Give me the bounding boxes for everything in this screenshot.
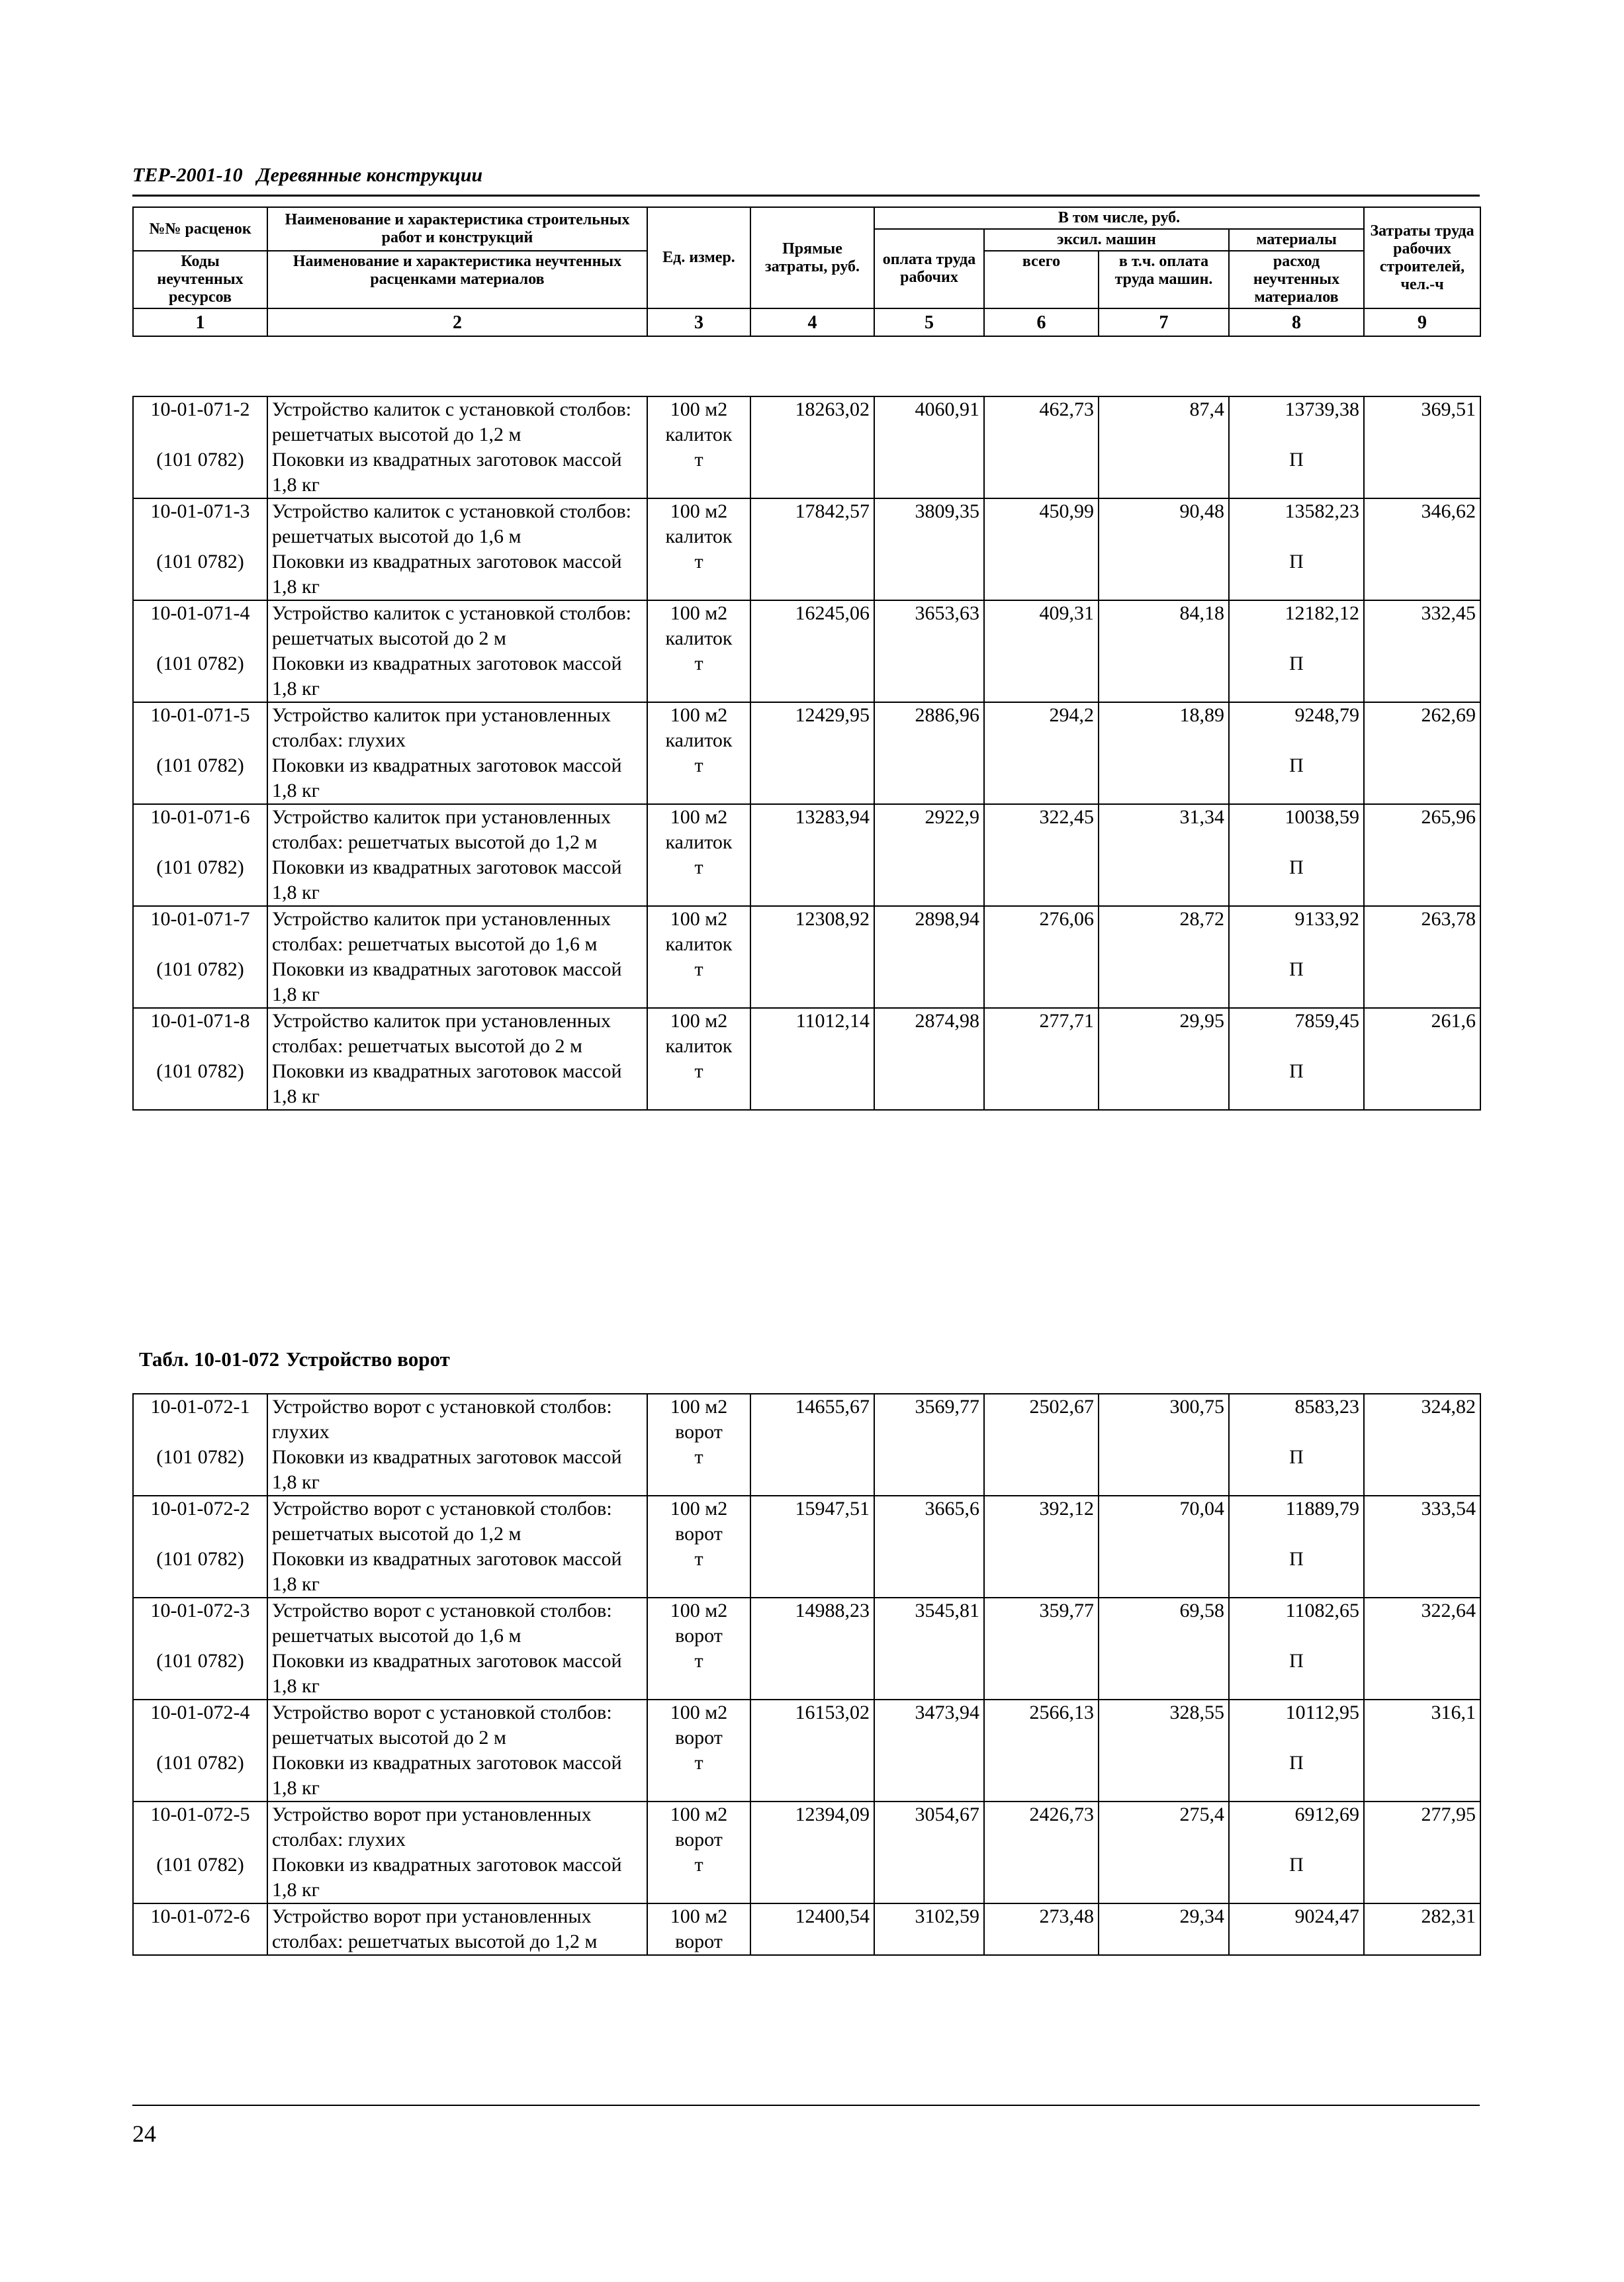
empty-cell [874, 1852, 984, 1903]
direct-costs: 11012,14 [750, 1008, 874, 1059]
empty-cell [1364, 1751, 1480, 1802]
document-header [132, 164, 482, 187]
empty-cell [984, 1852, 1099, 1903]
labor-hours: 261,6 [1364, 1008, 1480, 1059]
empty-cell [984, 1547, 1099, 1598]
work-description: Устройство калиток с установкой столбов: решетчатых высотой до 2 м [267, 600, 647, 651]
work-description: Устройство калиток при установленных столбах: решетчатых высотой до 1,2 м [267, 804, 647, 855]
column-number: 9 [1364, 308, 1480, 336]
labor-hours: 282,31 [1364, 1903, 1480, 1955]
rate-row [133, 1802, 1480, 1852]
work-description: Устройство ворот при установленных столбах: глухих [267, 1802, 647, 1852]
labor-hours: 332,45 [1364, 600, 1480, 651]
worker-labor-cost: 3809,35 [874, 498, 984, 549]
empty-cell [1364, 549, 1480, 600]
header-rule [132, 195, 1480, 197]
table-caption-title: Устройство ворот [286, 1347, 450, 1371]
resource-unit: т [647, 957, 750, 1008]
worker-labor-cost: 3473,94 [874, 1700, 984, 1751]
machinist-labor-cost: 275,4 [1099, 1802, 1229, 1852]
direct-costs: 14988,23 [750, 1598, 874, 1649]
resource-row [133, 1547, 1480, 1598]
rate-row [133, 804, 1480, 855]
machine-operation-total: 409,31 [984, 600, 1099, 651]
resource-row [133, 447, 1480, 498]
rate-code: 10-01-072-3 [133, 1598, 267, 1649]
empty-cell [1099, 549, 1229, 600]
unit-of-measure: 100 м2 ворот [647, 1598, 750, 1649]
empty-cell [750, 855, 874, 906]
unaccounted-material-mark: П [1229, 1059, 1364, 1110]
empty-cell [1099, 447, 1229, 498]
empty-cell [1099, 1751, 1229, 1802]
footer-rule [132, 2105, 1480, 2106]
col-2-header: Наименование и характеристика строительных работ и конструкций [267, 207, 647, 251]
resource-description: Поковки из квадратных заготовок массой 1,8 кг [267, 1547, 647, 1598]
resource-unit: т [647, 651, 750, 702]
table-caption-label: Табл. 10-01-072 [139, 1347, 280, 1371]
empty-cell [1364, 753, 1480, 804]
unit-of-measure: 100 м2 калиток [647, 906, 750, 957]
machine-operation-total: 294,2 [984, 702, 1099, 753]
col-9-header: Затраты труда рабочих строителей, чел.-ч [1364, 207, 1480, 308]
empty-cell [750, 753, 874, 804]
rate-row [133, 1700, 1480, 1751]
empty-cell [1364, 651, 1480, 702]
unit-of-measure: 100 м2 калиток [647, 396, 750, 447]
empty-cell [1364, 1059, 1480, 1110]
rate-row [133, 1598, 1480, 1649]
column-number: 7 [1099, 308, 1229, 336]
resource-description: Поковки из квадратных заготовок массой 1,8 кг [267, 1445, 647, 1496]
unit-of-measure: 100 м2 калиток [647, 702, 750, 753]
resource-code: (101 0782) [133, 1547, 267, 1598]
resource-description: Поковки из квадратных заготовок массой 1,8 кг [267, 1649, 647, 1700]
worker-labor-cost: 3102,59 [874, 1903, 984, 1955]
empty-cell [984, 1059, 1099, 1110]
column-number: 6 [984, 308, 1099, 336]
unit-of-measure: 100 м2 ворот [647, 1802, 750, 1852]
unit-of-measure: 100 м2 ворот [647, 1496, 750, 1547]
machinist-labor-cost: 69,58 [1099, 1598, 1229, 1649]
materials-cost: 9133,92 [1229, 906, 1364, 957]
labor-hours: 263,78 [1364, 906, 1480, 957]
empty-cell [750, 549, 874, 600]
empty-cell [874, 1751, 984, 1802]
empty-cell [874, 1547, 984, 1598]
labor-hours: 333,54 [1364, 1496, 1480, 1547]
empty-cell [984, 651, 1099, 702]
machinist-labor-cost: 300,75 [1099, 1394, 1229, 1445]
empty-cell [1099, 1649, 1229, 1700]
rate-row [133, 498, 1480, 549]
resource-unit: т [647, 1445, 750, 1496]
empty-cell [1099, 1547, 1229, 1598]
rate-code: 10-01-071-4 [133, 600, 267, 651]
resource-code: (101 0782) [133, 1445, 267, 1496]
rate-code: 10-01-071-6 [133, 804, 267, 855]
empty-cell [874, 1649, 984, 1700]
unaccounted-material-mark: П [1229, 549, 1364, 600]
rate-code: 10-01-071-8 [133, 1008, 267, 1059]
column-header-table [132, 206, 1481, 337]
resource-description: Поковки из квадратных заготовок массой 1,8 кг [267, 447, 647, 498]
work-description: Устройство ворот с установкой столбов: глухих [267, 1394, 647, 1445]
table-caption [139, 1347, 457, 1371]
empty-cell [750, 1649, 874, 1700]
resource-unit: т [647, 549, 750, 600]
empty-cell [1099, 1445, 1229, 1496]
unit-of-measure: 100 м2 калиток [647, 804, 750, 855]
materials-cost: 13582,23 [1229, 498, 1364, 549]
unaccounted-material-mark: П [1229, 1751, 1364, 1802]
col-5-header: оплата труда рабочих [874, 229, 984, 308]
direct-costs: 17842,57 [750, 498, 874, 549]
machinist-labor-cost: 31,34 [1099, 804, 1229, 855]
empty-cell [1364, 1547, 1480, 1598]
empty-cell [874, 753, 984, 804]
empty-cell [874, 651, 984, 702]
col-1-subheader: Коды неучтенных ресурсов [133, 251, 267, 308]
col-6-header: всего [984, 251, 1099, 308]
machinist-labor-cost: 328,55 [1099, 1700, 1229, 1751]
empty-cell [874, 549, 984, 600]
resource-code: (101 0782) [133, 753, 267, 804]
direct-costs: 15947,51 [750, 1496, 874, 1547]
resource-unit: т [647, 1852, 750, 1903]
rate-row [133, 1008, 1480, 1059]
rate-row [133, 1394, 1480, 1445]
worker-labor-cost: 3569,77 [874, 1394, 984, 1445]
rate-code: 10-01-072-4 [133, 1700, 267, 1751]
resource-code: (101 0782) [133, 549, 267, 600]
col-2-subheader: Наименование и характеристика неучтенных расценками материалов [267, 251, 647, 308]
materials-cost: 11889,79 [1229, 1496, 1364, 1547]
labor-hours: 346,62 [1364, 498, 1480, 549]
labor-hours: 262,69 [1364, 702, 1480, 753]
resource-row [133, 855, 1480, 906]
work-description: Устройство ворот при установленных столбах: решетчатых высотой до 1,2 м [267, 1903, 647, 1955]
rate-code: 10-01-071-5 [133, 702, 267, 753]
machine-operation-total: 359,77 [984, 1598, 1099, 1649]
col-1-header: №№ расценок [133, 207, 267, 251]
direct-costs: 13283,94 [750, 804, 874, 855]
empty-cell [1099, 1852, 1229, 1903]
work-description: Устройство ворот с установкой столбов: решетчатых высотой до 1,6 м [267, 1598, 647, 1649]
empty-cell [750, 651, 874, 702]
resource-row [133, 1445, 1480, 1496]
group-header: В том числе, руб. [874, 207, 1364, 229]
worker-labor-cost: 3653,63 [874, 600, 984, 651]
col-7-header: в т.ч. оплата труда машин. [1099, 251, 1229, 308]
unaccounted-material-mark: П [1229, 1852, 1364, 1903]
empty-cell [1099, 753, 1229, 804]
resource-row [133, 1059, 1480, 1110]
worker-labor-cost: 2922,9 [874, 804, 984, 855]
machinist-labor-cost: 29,34 [1099, 1903, 1229, 1955]
unaccounted-material-mark: П [1229, 855, 1364, 906]
materials-cost: 7859,45 [1229, 1008, 1364, 1059]
machinist-labor-cost: 29,95 [1099, 1008, 1229, 1059]
materials-cost: 8583,23 [1229, 1394, 1364, 1445]
unaccounted-material-mark: П [1229, 1445, 1364, 1496]
materials-cost: 6912,69 [1229, 1802, 1364, 1852]
resource-code: (101 0782) [133, 855, 267, 906]
labor-hours: 324,82 [1364, 1394, 1480, 1445]
column-number: 2 [267, 308, 647, 336]
work-description: Устройство калиток при установленных столбах: глухих [267, 702, 647, 753]
col-8-header: расход неучтенных материалов [1229, 251, 1364, 308]
unaccounted-material-mark: П [1229, 447, 1364, 498]
materials-cost: 10112,95 [1229, 1700, 1364, 1751]
rate-code: 10-01-071-2 [133, 396, 267, 447]
direct-costs: 12308,92 [750, 906, 874, 957]
resource-code: (101 0782) [133, 651, 267, 702]
unit-of-measure: 100 м2 ворот [647, 1394, 750, 1445]
table-10-01-071 [132, 396, 1481, 1111]
resource-row [133, 651, 1480, 702]
machine-operation-total: 392,12 [984, 1496, 1099, 1547]
machine-operation-total: 2426,73 [984, 1802, 1099, 1852]
machine-operation-total: 2566,13 [984, 1700, 1099, 1751]
machine-operation-total: 2502,67 [984, 1394, 1099, 1445]
resource-row [133, 549, 1480, 600]
unit-of-measure: 100 м2 калиток [647, 1008, 750, 1059]
unaccounted-material-mark: П [1229, 957, 1364, 1008]
direct-costs: 12394,09 [750, 1802, 874, 1852]
empty-cell [750, 957, 874, 1008]
rate-row [133, 600, 1480, 651]
unaccounted-material-mark: П [1229, 651, 1364, 702]
labor-hours: 369,51 [1364, 396, 1480, 447]
materials-cost: 13739,38 [1229, 396, 1364, 447]
resource-code: (101 0782) [133, 1649, 267, 1700]
rate-row [133, 1903, 1480, 1955]
materials-cost: 12182,12 [1229, 600, 1364, 651]
resource-unit: т [647, 855, 750, 906]
resource-unit: т [647, 1649, 750, 1700]
empty-cell [984, 1445, 1099, 1496]
empty-cell [1364, 957, 1480, 1008]
worker-labor-cost: 3545,81 [874, 1598, 984, 1649]
work-description: Устройство калиток при установленных столбах: решетчатых высотой до 1,6 м [267, 906, 647, 957]
machine-operation-total: 277,71 [984, 1008, 1099, 1059]
direct-costs: 14655,67 [750, 1394, 874, 1445]
rate-row [133, 702, 1480, 753]
machine-operation-total: 450,99 [984, 498, 1099, 549]
empty-cell [750, 1751, 874, 1802]
machinist-labor-cost: 28,72 [1099, 906, 1229, 957]
materials-header: материалы [1229, 229, 1364, 251]
resource-code: (101 0782) [133, 1852, 267, 1903]
work-description: Устройство калиток с установкой столбов: решетчатых высотой до 1,6 м [267, 498, 647, 549]
standard-series: ТЕР-2001-10 [132, 164, 243, 186]
labor-hours: 265,96 [1364, 804, 1480, 855]
resource-code: (101 0782) [133, 1059, 267, 1110]
column-number: 5 [874, 308, 984, 336]
empty-cell [874, 855, 984, 906]
resource-description: Поковки из квадратных заготовок массой 1,8 кг [267, 1059, 647, 1110]
empty-cell [750, 1445, 874, 1496]
empty-cell [1364, 1445, 1480, 1496]
resource-description: Поковки из квадратных заготовок массой 1,8 кг [267, 957, 647, 1008]
machinist-labor-cost: 84,18 [1099, 600, 1229, 651]
materials-cost: 9024,47 [1229, 1903, 1364, 1955]
unaccounted-material-mark: П [1229, 1547, 1364, 1598]
resource-code: (101 0782) [133, 1751, 267, 1802]
empty-cell [1364, 1852, 1480, 1903]
materials-cost: 11082,65 [1229, 1598, 1364, 1649]
empty-cell [750, 1059, 874, 1110]
table-10-01-072 [132, 1393, 1481, 1956]
empty-cell [1364, 855, 1480, 906]
empty-cell [874, 447, 984, 498]
rate-code: 10-01-072-1 [133, 1394, 267, 1445]
empty-cell [984, 549, 1099, 600]
resource-unit: т [647, 1751, 750, 1802]
section-title: Деревянные конструкции [257, 164, 483, 186]
rate-row [133, 1496, 1480, 1547]
materials-cost: 9248,79 [1229, 702, 1364, 753]
empty-cell [750, 447, 874, 498]
direct-costs: 16245,06 [750, 600, 874, 651]
machinist-labor-cost: 18,89 [1099, 702, 1229, 753]
resource-description: Поковки из квадратных заготовок массой 1,8 кг [267, 651, 647, 702]
rate-row [133, 906, 1480, 957]
resource-unit: т [647, 753, 750, 804]
column-number-row [133, 308, 1480, 336]
machinist-labor-cost: 90,48 [1099, 498, 1229, 549]
empty-cell [984, 855, 1099, 906]
unit-of-measure: 100 м2 калиток [647, 498, 750, 549]
resource-description: Поковки из квадратных заготовок массой 1,8 кг [267, 1852, 647, 1903]
resource-code: (101 0782) [133, 957, 267, 1008]
col-4-header: Прямые затраты, руб. [750, 207, 874, 308]
rate-code: 10-01-072-5 [133, 1802, 267, 1852]
column-number: 1 [133, 308, 267, 336]
empty-cell [1099, 855, 1229, 906]
page-number: 24 [132, 2121, 156, 2147]
direct-costs: 18263,02 [750, 396, 874, 447]
unit-of-measure: 100 м2 ворот [647, 1903, 750, 1955]
empty-cell [984, 1751, 1099, 1802]
direct-costs: 16153,02 [750, 1700, 874, 1751]
column-number: 4 [750, 308, 874, 336]
empty-cell [984, 447, 1099, 498]
work-description: Устройство ворот с установкой столбов: решетчатых высотой до 2 м [267, 1700, 647, 1751]
worker-labor-cost: 2874,98 [874, 1008, 984, 1059]
rate-code: 10-01-071-7 [133, 906, 267, 957]
resource-row [133, 957, 1480, 1008]
empty-cell [750, 1852, 874, 1903]
machinist-labor-cost: 70,04 [1099, 1496, 1229, 1547]
empty-cell [750, 1547, 874, 1598]
rate-code: 10-01-071-3 [133, 498, 267, 549]
resource-unit: т [647, 1059, 750, 1110]
labor-hours: 316,1 [1364, 1700, 1480, 1751]
unit-of-measure: 100 м2 ворот [647, 1700, 750, 1751]
empty-cell [984, 753, 1099, 804]
resource-description: Поковки из квадратных заготовок массой 1,8 кг [267, 855, 647, 906]
resource-row [133, 1852, 1480, 1903]
resource-unit: т [647, 447, 750, 498]
resource-description: Поковки из квадратных заготовок массой 1,8 кг [267, 753, 647, 804]
machine-operation-total: 322,45 [984, 804, 1099, 855]
empty-cell [874, 957, 984, 1008]
col-3-header: Ед. измер. [647, 207, 750, 308]
machine-operation-total: 273,48 [984, 1903, 1099, 1955]
labor-hours: 322,64 [1364, 1598, 1480, 1649]
unit-of-measure: 100 м2 калиток [647, 600, 750, 651]
labor-hours: 277,95 [1364, 1802, 1480, 1852]
empty-cell [1364, 1649, 1480, 1700]
resource-row [133, 1649, 1480, 1700]
work-description: Устройство ворот с установкой столбов: решетчатых высотой до 1,2 м [267, 1496, 647, 1547]
worker-labor-cost: 2898,94 [874, 906, 984, 957]
resource-row [133, 1751, 1480, 1802]
unaccounted-material-mark: П [1229, 1649, 1364, 1700]
worker-labor-cost: 3054,67 [874, 1802, 984, 1852]
resource-row [133, 753, 1480, 804]
empty-cell [1364, 447, 1480, 498]
resource-description: Поковки из квадратных заготовок массой 1,8 кг [267, 549, 647, 600]
empty-cell [1099, 957, 1229, 1008]
unaccounted-material-mark: П [1229, 753, 1364, 804]
empty-cell [984, 1649, 1099, 1700]
column-number: 3 [647, 308, 750, 336]
worker-labor-cost: 4060,91 [874, 396, 984, 447]
work-description: Устройство калиток с установкой столбов: решетчатых высотой до 1,2 м [267, 396, 647, 447]
column-number: 8 [1229, 308, 1364, 336]
resource-description: Поковки из квадратных заготовок массой 1,8 кг [267, 1751, 647, 1802]
resource-unit: т [647, 1547, 750, 1598]
empty-cell [874, 1445, 984, 1496]
machine-operation-total: 276,06 [984, 906, 1099, 957]
worker-labor-cost: 2886,96 [874, 702, 984, 753]
machines-header: эксил. машин [984, 229, 1229, 251]
machinist-labor-cost: 87,4 [1099, 396, 1229, 447]
rate-code: 10-01-072-6 [133, 1903, 267, 1955]
materials-cost: 10038,59 [1229, 804, 1364, 855]
rate-row [133, 396, 1480, 447]
machine-operation-total: 462,73 [984, 396, 1099, 447]
rate-code: 10-01-072-2 [133, 1496, 267, 1547]
empty-cell [984, 957, 1099, 1008]
empty-cell [1099, 651, 1229, 702]
empty-cell [874, 1059, 984, 1110]
worker-labor-cost: 3665,6 [874, 1496, 984, 1547]
empty-cell [1099, 1059, 1229, 1110]
resource-code: (101 0782) [133, 447, 267, 498]
direct-costs: 12429,95 [750, 702, 874, 753]
direct-costs: 12400,54 [750, 1903, 874, 1955]
work-description: Устройство калиток при установленных столбах: решетчатых высотой до 2 м [267, 1008, 647, 1059]
